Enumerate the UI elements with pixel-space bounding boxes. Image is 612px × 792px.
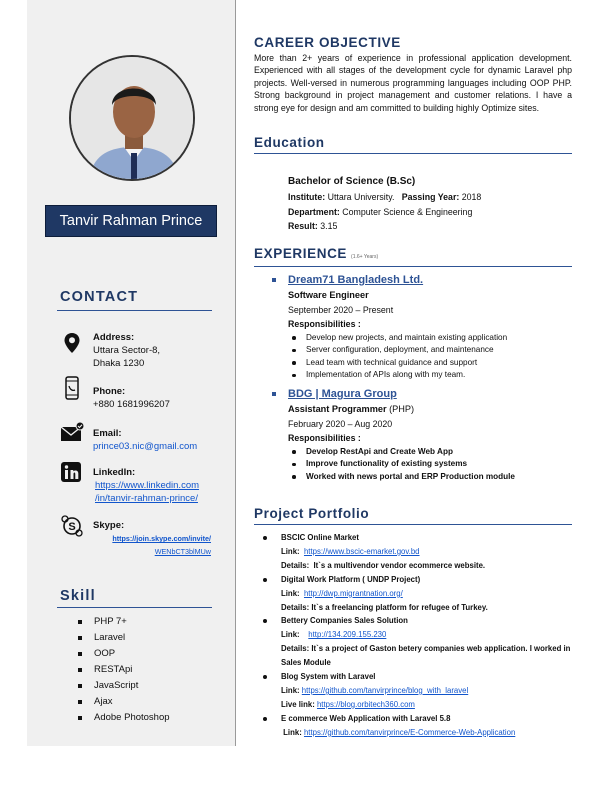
job-role — [288, 402, 572, 417]
project-live-link[interactable]: https://blog.orbitech360.com — [316, 699, 415, 709]
project-title: E commerce Web Application with Laravel 5.8 — [281, 713, 451, 723]
job-period: September 2020 – Present — [288, 304, 394, 315]
job-body — [272, 402, 572, 483]
institute-row — [288, 190, 481, 205]
job-responsibilities-list — [290, 332, 572, 382]
job-company[interactable]: Dream71 Bangladesh Ltd. — [288, 274, 424, 286]
career-objective-heading: CAREER OBJECTIVE — [254, 35, 401, 50]
project-link-row — [281, 545, 573, 559]
skype-icon — [60, 514, 84, 538]
skill-rule — [57, 607, 212, 608]
project-list — [263, 531, 573, 740]
project-title: Digital Work Platform ( UNDP Project) — [281, 574, 421, 584]
profile-photo-image — [71, 57, 195, 181]
project-link[interactable]: https://github.com/tanvirprince/E-Commerce-Web-Application — [303, 727, 516, 737]
skill-item: JavaScript — [78, 678, 170, 694]
address-label: Address: — [93, 332, 135, 343]
project-details-row — [281, 642, 573, 670]
project-title: Blog System with Laravel — [281, 672, 376, 682]
skill-item: PHP 7+ — [78, 614, 170, 630]
project-link-label: Link: — [281, 546, 300, 556]
bullet-square — [272, 278, 276, 282]
responsibility-item: Develop RestApi and Create Web App — [290, 446, 572, 459]
experience-years-note: (1.6+ Years) — [351, 254, 379, 260]
project-item — [263, 531, 573, 573]
contact-heading: CONTACT — [60, 289, 139, 305]
job-role — [288, 288, 572, 303]
phone-value: +880 1681996207 — [93, 399, 170, 410]
skill-item: Ajax — [78, 694, 170, 710]
project-link-row — [281, 628, 573, 642]
address-text — [93, 331, 160, 370]
skill-list — [78, 614, 170, 726]
job-role-title: Assistant Programmer — [288, 404, 387, 414]
job-company[interactable]: BDG | Magura Group — [288, 388, 397, 400]
passing-year-value: 2018 — [461, 192, 482, 202]
linkedin-link-line1[interactable]: https://www.linkedin.com — [95, 480, 200, 491]
project-link-label: Link: — [281, 685, 300, 695]
responsibility-item: Server configuration, deployment, and maintenance — [290, 344, 572, 357]
job-body — [272, 288, 572, 382]
svg-text:S: S — [68, 521, 76, 533]
email-value[interactable]: prince03.nic@gmail.com — [93, 441, 198, 452]
project-details-label: Details: — [281, 602, 310, 612]
result-label: Result: — [288, 221, 318, 231]
project-link[interactable]: https://www.bscic-emarket.gov.bd — [303, 546, 420, 556]
phone-label: Phone: — [93, 386, 126, 397]
phone-text — [93, 385, 170, 411]
skype-link-line2[interactable]: WENbCT3blMUw — [154, 547, 211, 556]
department-label: Department: — [288, 206, 340, 217]
education-heading: Education — [254, 135, 325, 150]
project-live-label: Live link: — [281, 699, 315, 709]
phone-icon — [60, 376, 84, 400]
email-text — [93, 427, 197, 453]
name-banner: Tanvir Rahman Prince — [45, 205, 217, 237]
job-responsibilities-list — [290, 446, 572, 484]
project-link-row — [281, 684, 573, 698]
project-link-row — [281, 587, 573, 601]
project-link[interactable]: https://github.com/tanvirprince/blog_with_laravel — [301, 685, 469, 695]
project-link-label: Link: — [281, 630, 300, 640]
skill-item: Laravel — [78, 630, 170, 646]
skill-heading: Skill — [60, 588, 96, 604]
address-line1: Uttara Sector-8, — [93, 345, 161, 356]
project-item — [263, 614, 573, 670]
education-rule — [254, 153, 572, 154]
job-period: February 2020 – Aug 2020 — [288, 418, 393, 429]
email-label: Email: — [93, 428, 122, 439]
result-row — [288, 219, 481, 234]
project-live-row — [281, 698, 573, 712]
project-link[interactable]: http://dwp.migrantnation.org/ — [303, 588, 403, 598]
responsibility-item: Worked with news portal and ERP Production module — [290, 471, 572, 484]
address-line2: Dhaka 1230 — [93, 358, 145, 369]
experience-rule — [254, 266, 572, 267]
skill-item: Adobe Photoshop — [78, 710, 170, 726]
project-link[interactable]: http://134.209.155.230 — [308, 630, 387, 640]
institute-label: Institute: — [288, 192, 326, 202]
responsibility-item: Improve functionality of existing systems — [290, 458, 572, 471]
contact-rule — [57, 310, 212, 311]
skype-link-line1[interactable]: https://join.skype.com/invite/ — [112, 534, 211, 543]
degree-title: Bachelor of Science (B.Sc) — [288, 176, 416, 187]
skill-item: RESTApi — [78, 662, 170, 678]
responsibility-item: Lead team with technical guidance and support — [290, 357, 572, 370]
project-details: It`s a multivendor vendor ecommerce website. — [313, 560, 486, 570]
linkedin-text — [93, 466, 199, 505]
project-details-row — [281, 559, 573, 573]
department-value: Computer Science & Engineering — [342, 206, 473, 217]
skype-text — [93, 519, 211, 558]
passing-year-label: Passing Year: — [401, 192, 460, 202]
responsibility-item: Develop new projects, and maintain existing application — [290, 332, 572, 345]
project-link-label: Link: — [283, 727, 302, 737]
experience-heading-text: EXPERIENCE — [254, 246, 348, 261]
education-block — [288, 174, 481, 234]
project-details: It`s a freelancing platform for refugee of Turkey. — [311, 602, 488, 612]
project-item — [263, 712, 573, 740]
bullet-square — [272, 392, 276, 396]
project-title: Bettery Companies Sales Solution — [281, 616, 408, 626]
envelope-icon — [60, 421, 84, 445]
job-company-row — [272, 272, 572, 288]
linkedin-link-line2[interactable]: /in/tanvir-rahman-prince/ — [95, 493, 198, 504]
linkedin-label: LinkedIn: — [93, 467, 136, 478]
project-details-row — [281, 601, 573, 615]
project-item — [263, 573, 573, 615]
experience-heading — [254, 246, 378, 261]
project-item — [263, 670, 573, 712]
project-details-label: Details: — [281, 560, 310, 570]
location-pin-icon — [60, 331, 84, 355]
project-link-label: Link: — [281, 588, 300, 598]
responsibility-item: Implementation of APIs along with my team. — [290, 369, 572, 382]
project-details: It`s a project of Gaston betery companies web application. I worked in Sales Module — [281, 644, 571, 668]
result-value: 3.15 — [320, 221, 338, 231]
job-role-suffix: (PHP) — [389, 404, 415, 414]
skype-label: Skype: — [93, 520, 125, 531]
profile-photo — [69, 55, 195, 181]
project-link-row — [281, 726, 573, 740]
skill-item: OOP — [78, 646, 170, 662]
department-row — [288, 205, 481, 220]
job-responsibilities-label: Responsibilities : — [288, 319, 361, 329]
job-responsibilities-label: Responsibilities : — [288, 433, 361, 443]
job-entry — [272, 386, 572, 483]
institute-value: Uttara University. — [327, 192, 395, 202]
job-company-row — [272, 386, 572, 402]
job-entry — [272, 272, 572, 382]
career-objective-text: More than 2+ years of experience in professional application development. Experienced with all stages of the development cycle for dynamic Laravel php projects. Well-versed in numerous programming languages including OOP PHP. Strong background in project management and customer relations. I have a strong eye for design and am committed to building highly Optimize sites. — [254, 53, 572, 113]
job-role-title: Software Engineer — [288, 290, 369, 300]
project-details-label: Details: — [281, 644, 310, 654]
project-title: BSCIC Online Market — [281, 533, 359, 542]
portfolio-heading: Project Portfolio — [254, 506, 370, 521]
portfolio-rule — [254, 524, 572, 525]
sidebar-divider — [235, 0, 236, 746]
linkedin-icon — [60, 461, 84, 485]
